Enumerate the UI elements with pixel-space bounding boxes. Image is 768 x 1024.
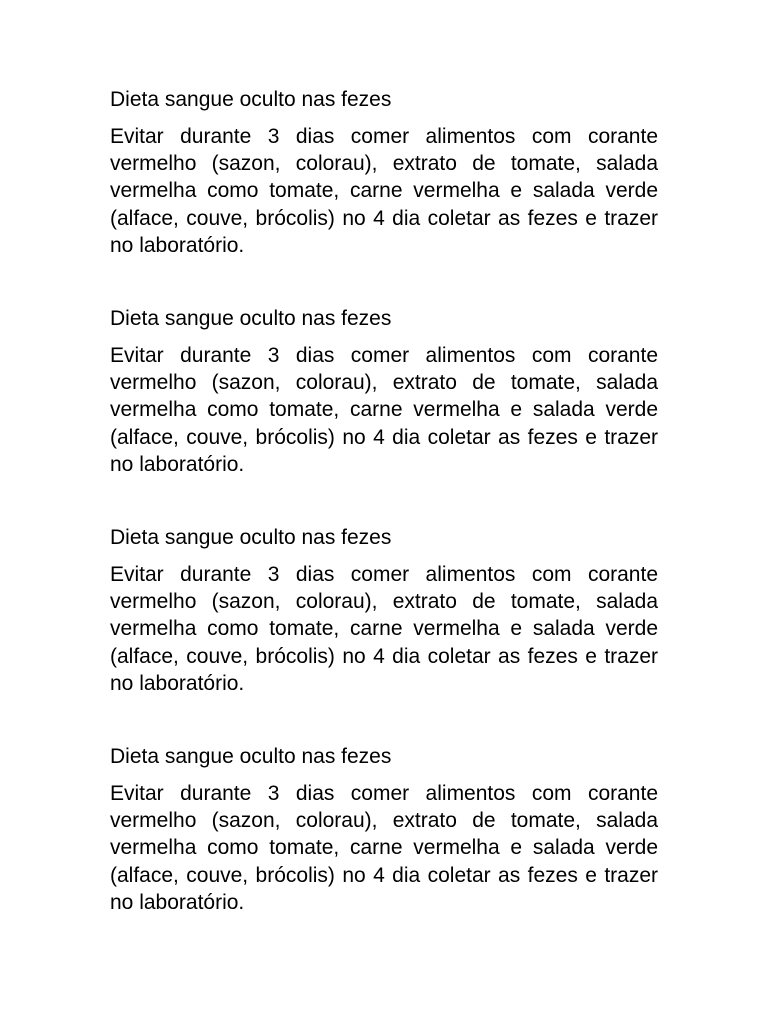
diet-instruction-block <box>110 524 658 697</box>
instruction-heading: Dieta sangue oculto nas fezes <box>110 88 392 111</box>
diet-instruction-block <box>110 86 658 259</box>
instruction-text: Evitar durante 3 dias comer alimentos com corante vermelho (sazon, colorau), extrato de tomate, salada vermelha como tomate, carne vermelha e salada verde (alface, couve, brócolis) no 4 dia coletar as fezes e trazer no laboratório. <box>110 125 658 257</box>
diet-instruction-block <box>110 305 658 478</box>
instruction-text: Evitar durante 3 dias comer alimentos com corante vermelho (sazon, colorau), extrato de tomate, salada vermelha como tomate, carne vermelha e salada verde (alface, couve, brócolis) no 4 dia coletar as fezes e trazer no laboratório. <box>110 563 658 695</box>
instruction-text: Evitar durante 3 dias comer alimentos com corante vermelho (sazon, colorau), extrato de tomate, salada vermelha como tomate, carne vermelha e salada verde (alface, couve, brócolis) no 4 dia coletar as fezes e trazer no laboratório. <box>110 782 658 914</box>
diet-instruction-block <box>110 743 658 916</box>
instruction-heading: Dieta sangue oculto nas fezes <box>110 526 392 549</box>
instruction-heading: Dieta sangue oculto nas fezes <box>110 307 392 330</box>
instruction-heading: Dieta sangue oculto nas fezes <box>110 745 392 768</box>
instruction-text: Evitar durante 3 dias comer alimentos com corante vermelho (sazon, colorau), extrato de tomate, salada vermelha como tomate, carne vermelha e salada verde (alface, couve, brócolis) no 4 dia coletar as fezes e trazer no laboratório. <box>110 344 658 476</box>
